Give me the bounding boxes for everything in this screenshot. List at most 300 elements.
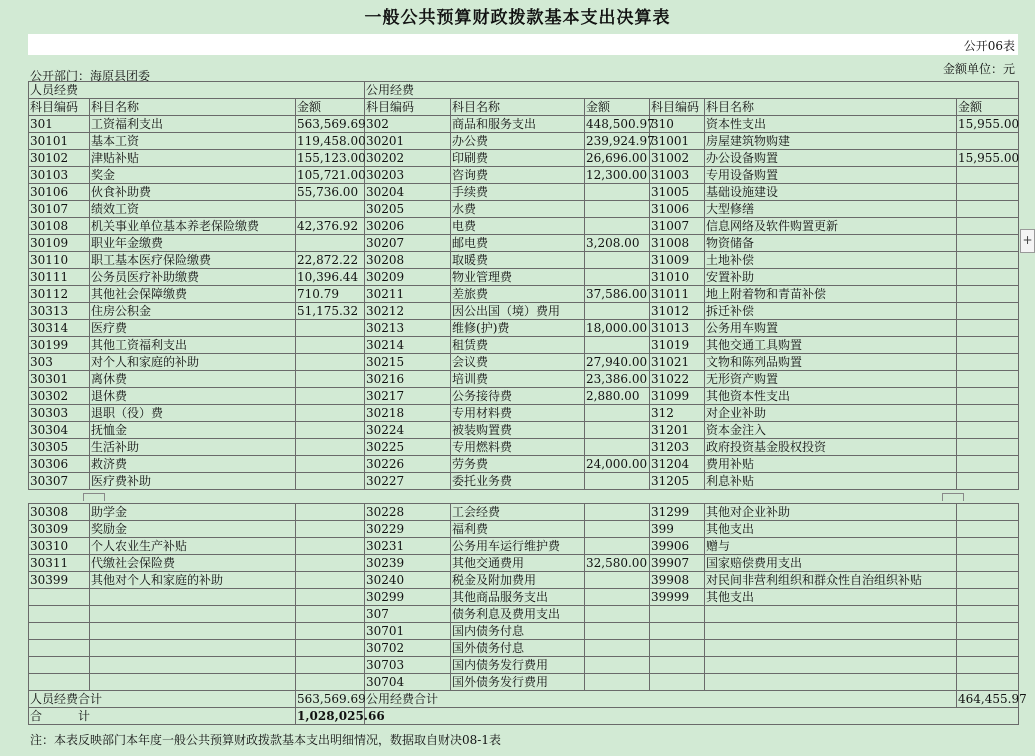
amount-cell: 2,880.00 bbox=[585, 388, 650, 405]
name-cell: 咨询费 bbox=[451, 167, 585, 184]
name-cell: 奖励金 bbox=[90, 521, 296, 538]
name-cell: 职业年金缴费 bbox=[90, 235, 296, 252]
grand-total-value: 1,028,025.66 bbox=[297, 709, 385, 723]
name-cell: 伙食补助费 bbox=[90, 184, 296, 201]
name-cell: 地上附着物和青苗补偿 bbox=[705, 286, 957, 303]
code-cell bbox=[29, 606, 90, 623]
amount-cell: 22,872.22 bbox=[296, 252, 365, 269]
table-row bbox=[29, 674, 1019, 691]
expand-icon[interactable]: + bbox=[1020, 229, 1035, 253]
amount-cell: 105,721.00 bbox=[297, 168, 366, 182]
table-row bbox=[29, 371, 1019, 388]
code-cell: 39907 bbox=[650, 555, 705, 572]
table-row bbox=[29, 252, 1019, 269]
amount-cell bbox=[957, 606, 1019, 623]
name-cell bbox=[90, 657, 296, 674]
amount-cell bbox=[957, 504, 1019, 521]
table-row bbox=[29, 538, 1019, 555]
amount-cell bbox=[957, 371, 1019, 388]
name-cell: 租赁费 bbox=[451, 337, 585, 354]
amount-cell bbox=[957, 422, 1019, 439]
code-cell: 30302 bbox=[29, 388, 90, 405]
name-cell: 维修(护)费 bbox=[451, 320, 585, 337]
code-cell bbox=[650, 674, 705, 691]
amount-cell bbox=[957, 303, 1019, 320]
code-cell: 31013 bbox=[650, 320, 705, 337]
code-cell: 30225 bbox=[365, 439, 451, 456]
page-title: 一般公共预算财政拨款基本支出决算表 bbox=[364, 8, 671, 28]
code-cell: 30309 bbox=[29, 521, 90, 538]
name-cell: 差旅费 bbox=[451, 286, 585, 303]
code-cell bbox=[29, 674, 90, 691]
name-cell: 绩效工资 bbox=[90, 201, 296, 218]
amount-cell bbox=[585, 657, 650, 674]
name-cell: 水费 bbox=[451, 201, 585, 218]
amount-cell: 448,500.97 bbox=[586, 117, 655, 131]
amount-cell bbox=[296, 201, 365, 218]
amount-cell bbox=[296, 606, 365, 623]
col-header-code: 科目编码 bbox=[29, 99, 90, 116]
code-cell bbox=[650, 657, 705, 674]
amount-cell bbox=[957, 439, 1019, 456]
amount-unit: 金额单位：元 bbox=[942, 62, 1015, 76]
name-cell: 对个人和家庭的补助 bbox=[90, 354, 296, 371]
amount-cell bbox=[585, 674, 650, 691]
table-row bbox=[29, 521, 1019, 538]
code-cell: 30304 bbox=[29, 422, 90, 439]
table-row bbox=[29, 623, 1019, 640]
amount-cell bbox=[296, 388, 365, 405]
amount-cell bbox=[296, 504, 365, 521]
name-cell: 手续费 bbox=[451, 184, 585, 201]
amount-cell bbox=[296, 657, 365, 674]
amount-cell bbox=[957, 269, 1019, 286]
name-cell: 公务用车运行维护费 bbox=[451, 538, 585, 555]
name-cell: 税金及附加费用 bbox=[451, 572, 585, 589]
col-header-amount: 金额 bbox=[296, 99, 365, 116]
amount-cell bbox=[957, 640, 1019, 657]
name-cell: 国外债务发行费用 bbox=[451, 674, 585, 691]
code-cell: 30218 bbox=[365, 405, 451, 422]
amount-cell bbox=[296, 337, 365, 354]
name-cell: 其他资本性支出 bbox=[705, 388, 957, 405]
amount-cell bbox=[585, 589, 650, 606]
amount-cell bbox=[585, 606, 650, 623]
code-cell bbox=[650, 640, 705, 657]
code-cell: 31012 bbox=[650, 303, 705, 320]
code-cell: 31019 bbox=[650, 337, 705, 354]
name-cell: 津贴补贴 bbox=[90, 150, 296, 167]
amount-cell: 37,586.00 bbox=[585, 286, 650, 303]
name-cell: 个人农业生产补贴 bbox=[90, 538, 296, 555]
table-row bbox=[29, 286, 1019, 303]
code-cell: 30212 bbox=[365, 303, 451, 320]
amount-cell: 10,396.44 bbox=[296, 269, 365, 286]
name-cell: 会议费 bbox=[451, 354, 585, 371]
name-cell: 文物和陈列品购置 bbox=[705, 354, 957, 371]
amount-cell bbox=[296, 521, 365, 538]
name-cell: 国内债务发行费用 bbox=[451, 657, 585, 674]
code-cell: 312 bbox=[650, 405, 705, 422]
code-cell bbox=[650, 606, 705, 623]
name-cell: 医疗费 bbox=[90, 320, 296, 337]
table-row bbox=[29, 589, 1019, 606]
code-cell: 30213 bbox=[365, 320, 451, 337]
code-cell: 30106 bbox=[29, 184, 90, 201]
name-cell: 委托业务费 bbox=[451, 473, 585, 490]
name-cell: 国内债务付息 bbox=[451, 623, 585, 640]
code-cell: 30308 bbox=[29, 504, 90, 521]
name-cell: 劳务费 bbox=[451, 456, 585, 473]
amount-cell bbox=[957, 538, 1019, 555]
amount-cell bbox=[296, 674, 365, 691]
amount-cell bbox=[957, 252, 1019, 269]
code-cell: 30110 bbox=[29, 252, 90, 269]
amount-cell: 710.79 bbox=[296, 286, 365, 303]
code-cell: 30207 bbox=[365, 235, 451, 252]
amount-cell: 119,458.00 bbox=[297, 134, 366, 148]
code-cell: 30217 bbox=[365, 388, 451, 405]
code-cell: 31205 bbox=[650, 473, 705, 490]
amount-cell bbox=[957, 218, 1019, 235]
code-cell: 31203 bbox=[650, 439, 705, 456]
code-cell: 30224 bbox=[365, 422, 451, 439]
name-cell: 安置补助 bbox=[705, 269, 957, 286]
name-cell: 资本性支出 bbox=[705, 116, 957, 133]
name-cell bbox=[90, 674, 296, 691]
amount-cell: 26,696.00 bbox=[585, 150, 650, 167]
amount-cell bbox=[585, 504, 650, 521]
code-cell bbox=[650, 623, 705, 640]
name-cell: 奖金 bbox=[90, 167, 296, 184]
table-row bbox=[29, 473, 1019, 490]
table-row bbox=[29, 640, 1019, 657]
code-cell: 31003 bbox=[650, 167, 705, 184]
code-cell: 30306 bbox=[29, 456, 90, 473]
amount-cell bbox=[957, 589, 1019, 606]
amount-cell: 155,123.00 bbox=[297, 151, 366, 165]
page-break-mark bbox=[942, 493, 964, 501]
code-cell: 31022 bbox=[650, 371, 705, 388]
amount-cell bbox=[296, 623, 365, 640]
amount-cell bbox=[296, 235, 365, 252]
code-cell: 39999 bbox=[650, 589, 705, 606]
name-cell: 拆迁补偿 bbox=[705, 303, 957, 320]
amount-cell bbox=[957, 320, 1019, 337]
code-cell: 30310 bbox=[29, 538, 90, 555]
amount-cell bbox=[957, 167, 1019, 184]
code-cell: 30107 bbox=[29, 201, 90, 218]
amount-cell: 55,736.00 bbox=[296, 184, 365, 201]
name-cell: 物资储备 bbox=[705, 235, 957, 252]
code-cell: 31299 bbox=[650, 504, 705, 521]
amount-cell bbox=[296, 439, 365, 456]
code-cell: 31008 bbox=[650, 235, 705, 252]
name-cell: 其他对企业补助 bbox=[705, 504, 957, 521]
name-cell: 对民间非营利组织和群众性自治组织补贴 bbox=[705, 572, 957, 589]
amount-cell bbox=[296, 589, 365, 606]
code-cell: 30204 bbox=[365, 184, 451, 201]
table-row bbox=[29, 269, 1019, 286]
amount-cell bbox=[585, 218, 650, 235]
amount-cell: 15,955.00 bbox=[958, 117, 1020, 131]
code-cell: 30208 bbox=[365, 252, 451, 269]
code-cell: 31005 bbox=[650, 184, 705, 201]
amount-cell: 239,924.97 bbox=[586, 134, 655, 148]
amount-cell: 12,300.00 bbox=[585, 167, 650, 184]
name-cell: 对企业补助 bbox=[705, 405, 957, 422]
amount-cell bbox=[957, 388, 1019, 405]
code-cell: 30228 bbox=[365, 504, 451, 521]
code-cell: 30311 bbox=[29, 555, 90, 572]
amount-cell bbox=[957, 572, 1019, 589]
code-cell: 30112 bbox=[29, 286, 90, 303]
name-cell bbox=[705, 657, 957, 674]
amount-cell bbox=[585, 184, 650, 201]
code-cell: 30229 bbox=[365, 521, 451, 538]
code-cell bbox=[29, 640, 90, 657]
name-cell: 专用设备购置 bbox=[705, 167, 957, 184]
name-cell bbox=[90, 640, 296, 657]
name-cell: 债务利息及费用支出 bbox=[451, 606, 585, 623]
col-header-name: 科目名称 bbox=[705, 99, 957, 116]
code-cell: 307 bbox=[365, 606, 451, 623]
amount-cell bbox=[296, 456, 365, 473]
amount-cell bbox=[296, 555, 365, 572]
table-row bbox=[29, 405, 1019, 422]
amount-cell bbox=[296, 320, 365, 337]
code-cell: 30108 bbox=[29, 218, 90, 235]
name-cell: 费用补贴 bbox=[705, 456, 957, 473]
code-cell: 30109 bbox=[29, 235, 90, 252]
code-cell: 30209 bbox=[365, 269, 451, 286]
amount-cell: 42,376.92 bbox=[296, 218, 365, 235]
code-cell: 302 bbox=[365, 116, 451, 133]
col-header-name: 科目名称 bbox=[451, 99, 585, 116]
code-cell: 30703 bbox=[365, 657, 451, 674]
amount-cell bbox=[585, 623, 650, 640]
name-cell: 救济费 bbox=[90, 456, 296, 473]
amount-cell bbox=[296, 354, 365, 371]
code-cell: 31009 bbox=[650, 252, 705, 269]
amount-cell bbox=[585, 405, 650, 422]
name-cell: 职工基本医疗保险缴费 bbox=[90, 252, 296, 269]
amount-cell bbox=[296, 473, 365, 490]
col-header-amount: 金额 bbox=[957, 99, 1019, 116]
amount-cell: 24,000.00 bbox=[585, 456, 650, 473]
name-cell: 办公设备购置 bbox=[705, 150, 957, 167]
name-cell: 代缴社会保险费 bbox=[90, 555, 296, 572]
name-cell: 商品和服务支出 bbox=[451, 116, 585, 133]
table-row bbox=[29, 354, 1019, 371]
code-cell: 30101 bbox=[29, 133, 90, 150]
name-cell: 因公出国（境）费用 bbox=[451, 303, 585, 320]
name-cell: 其他交通工具购置 bbox=[705, 337, 957, 354]
amount-cell: 27,940.00 bbox=[585, 354, 650, 371]
name-cell: 资本金注入 bbox=[705, 422, 957, 439]
amount-cell: 15,955.00 bbox=[958, 151, 1020, 165]
amount-cell bbox=[957, 456, 1019, 473]
amount-cell bbox=[957, 184, 1019, 201]
amount-cell bbox=[957, 674, 1019, 691]
code-cell: 30211 bbox=[365, 286, 451, 303]
name-cell: 公务接待费 bbox=[451, 388, 585, 405]
name-cell: 专用材料费 bbox=[451, 405, 585, 422]
amount-cell bbox=[957, 473, 1019, 490]
code-cell: 303 bbox=[29, 354, 90, 371]
table-row bbox=[29, 439, 1019, 456]
code-cell: 30201 bbox=[365, 133, 451, 150]
table-row bbox=[29, 201, 1019, 218]
code-cell: 30203 bbox=[365, 167, 451, 184]
name-cell bbox=[90, 623, 296, 640]
code-cell: 30240 bbox=[365, 572, 451, 589]
amount-cell: 563,569.69 bbox=[297, 117, 366, 131]
table-row bbox=[29, 555, 1019, 572]
grand-total-filler bbox=[365, 708, 1019, 725]
amount-cell bbox=[957, 555, 1019, 572]
code-cell: 30231 bbox=[365, 538, 451, 555]
table-row bbox=[29, 422, 1019, 439]
name-cell: 物业管理费 bbox=[451, 269, 585, 286]
code-cell: 30202 bbox=[365, 150, 451, 167]
amount-cell bbox=[296, 538, 365, 555]
name-cell: 退职（役）费 bbox=[90, 405, 296, 422]
name-cell: 生活补助 bbox=[90, 439, 296, 456]
code-cell: 30313 bbox=[29, 303, 90, 320]
amount-cell bbox=[585, 572, 650, 589]
amount-cell: 23,386.00 bbox=[585, 371, 650, 388]
name-cell: 赠与 bbox=[705, 538, 957, 555]
table-row bbox=[29, 572, 1019, 589]
name-cell: 医疗费补助 bbox=[90, 473, 296, 490]
department-label: 公开部门：海原县团委 bbox=[30, 69, 151, 83]
name-cell: 国家赔偿费用支出 bbox=[705, 555, 957, 572]
code-cell: 31201 bbox=[650, 422, 705, 439]
code-cell: 30305 bbox=[29, 439, 90, 456]
name-cell: 公务员医疗补助缴费 bbox=[90, 269, 296, 286]
code-cell: 310 bbox=[650, 116, 705, 133]
code-cell: 30216 bbox=[365, 371, 451, 388]
code-cell: 30399 bbox=[29, 572, 90, 589]
amount-cell: 3,208.00 bbox=[585, 235, 650, 252]
code-cell: 31006 bbox=[650, 201, 705, 218]
name-cell: 基本工资 bbox=[90, 133, 296, 150]
amount-cell bbox=[585, 337, 650, 354]
name-cell bbox=[90, 589, 296, 606]
code-cell: 30226 bbox=[365, 456, 451, 473]
name-cell: 其他交通费用 bbox=[451, 555, 585, 572]
name-cell bbox=[90, 606, 296, 623]
code-cell: 30102 bbox=[29, 150, 90, 167]
amount-cell bbox=[957, 354, 1019, 371]
amount-cell bbox=[296, 422, 365, 439]
amount-cell bbox=[957, 235, 1019, 252]
code-cell: 30199 bbox=[29, 337, 90, 354]
amount-cell: 32,580.00 bbox=[585, 555, 650, 572]
code-cell: 30702 bbox=[365, 640, 451, 657]
amount-cell bbox=[296, 640, 365, 657]
code-cell: 30215 bbox=[365, 354, 451, 371]
code-cell: 30239 bbox=[365, 555, 451, 572]
name-cell: 住房公积金 bbox=[90, 303, 296, 320]
name-cell: 专用燃料费 bbox=[451, 439, 585, 456]
code-cell: 31001 bbox=[650, 133, 705, 150]
amount-cell bbox=[957, 521, 1019, 538]
code-cell: 301 bbox=[29, 116, 90, 133]
code-cell: 31002 bbox=[650, 150, 705, 167]
code-cell: 30704 bbox=[365, 674, 451, 691]
table-row bbox=[29, 320, 1019, 337]
expenditure-table-top bbox=[28, 81, 1019, 490]
table-row bbox=[29, 657, 1019, 674]
code-cell: 30206 bbox=[365, 218, 451, 235]
name-cell: 抚恤金 bbox=[90, 422, 296, 439]
amount-cell: 18,000.00 bbox=[585, 320, 650, 337]
public-total-label: 公用经费合计 bbox=[365, 691, 957, 708]
amount-cell bbox=[585, 201, 650, 218]
amount-cell bbox=[585, 439, 650, 456]
name-cell: 其他商品服务支出 bbox=[451, 589, 585, 606]
amount-cell bbox=[585, 538, 650, 555]
code-cell bbox=[29, 589, 90, 606]
code-cell: 30701 bbox=[365, 623, 451, 640]
code-cell: 30307 bbox=[29, 473, 90, 490]
table-row bbox=[29, 388, 1019, 405]
code-cell: 30214 bbox=[365, 337, 451, 354]
section-public-header: 公用经费 bbox=[365, 82, 1019, 99]
name-cell bbox=[705, 623, 957, 640]
code-cell: 30301 bbox=[29, 371, 90, 388]
code-cell: 30303 bbox=[29, 405, 90, 422]
name-cell: 基础设施建设 bbox=[705, 184, 957, 201]
code-cell: 30205 bbox=[365, 201, 451, 218]
amount-cell bbox=[957, 133, 1019, 150]
name-cell: 国外债务付息 bbox=[451, 640, 585, 657]
amount-cell bbox=[296, 572, 365, 589]
name-cell: 离休费 bbox=[90, 371, 296, 388]
table-row bbox=[29, 167, 1019, 184]
amount-cell bbox=[957, 286, 1019, 303]
amount-cell bbox=[585, 252, 650, 269]
amount-cell bbox=[585, 422, 650, 439]
table-row bbox=[29, 337, 1019, 354]
name-cell: 电费 bbox=[451, 218, 585, 235]
name-cell bbox=[705, 674, 957, 691]
footnote: 注：本表反映部门本年度一般公共预算财政拨款基本支出明细情况，数据取自财决08-1表 bbox=[30, 733, 501, 747]
table-row bbox=[29, 184, 1019, 201]
table-row bbox=[29, 133, 1019, 150]
table-row bbox=[29, 235, 1019, 252]
name-cell: 土地补偿 bbox=[705, 252, 957, 269]
amount-cell bbox=[585, 640, 650, 657]
name-cell: 印刷费 bbox=[451, 150, 585, 167]
name-cell: 其他社会保障缴费 bbox=[90, 286, 296, 303]
code-cell: 30299 bbox=[365, 589, 451, 606]
name-cell: 大型修缮 bbox=[705, 201, 957, 218]
amount-cell bbox=[957, 623, 1019, 640]
table-row bbox=[29, 504, 1019, 521]
amount-cell bbox=[296, 405, 365, 422]
name-cell: 无形资产购置 bbox=[705, 371, 957, 388]
section-personnel-header: 人员经费 bbox=[29, 82, 365, 99]
amount-cell bbox=[957, 405, 1019, 422]
code-cell: 30103 bbox=[29, 167, 90, 184]
code-cell: 31011 bbox=[650, 286, 705, 303]
amount-cell bbox=[957, 337, 1019, 354]
name-cell: 培训费 bbox=[451, 371, 585, 388]
table-row bbox=[29, 150, 1019, 167]
